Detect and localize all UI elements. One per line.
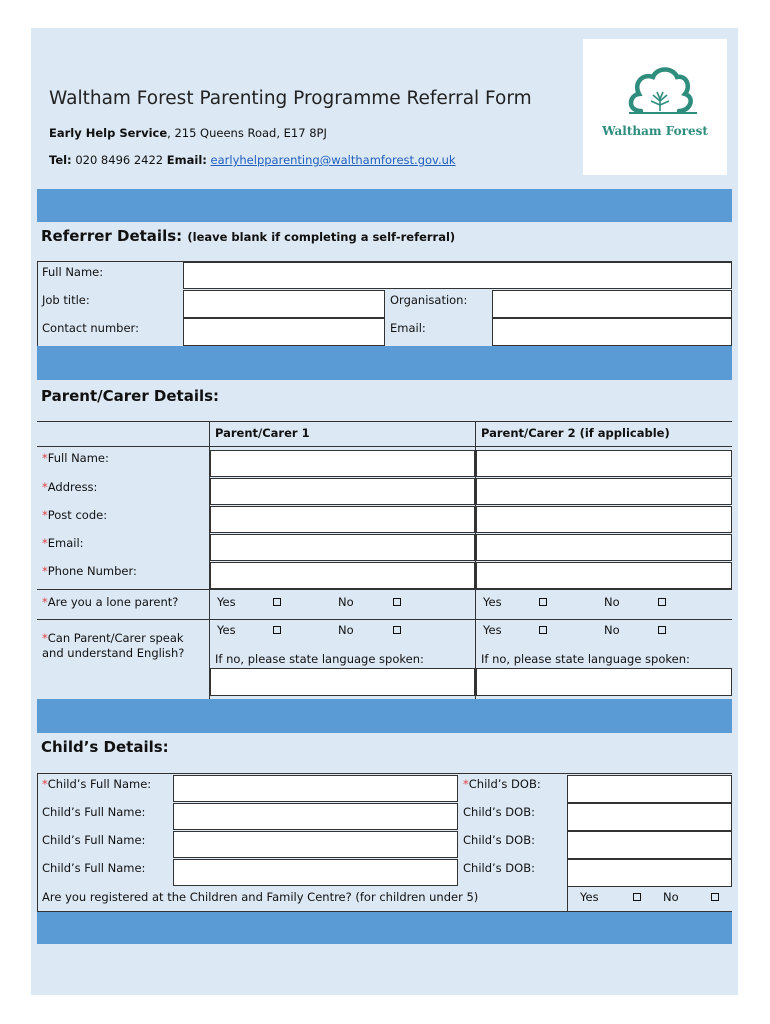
parent1-phone-input[interactable] — [210, 562, 475, 589]
child4-dob-label: Child’s DOB: — [463, 861, 535, 875]
parent1-postcode-input[interactable] — [210, 506, 475, 533]
english-p2-yes-label: Yes — [483, 623, 502, 637]
english-p1-yes-label: Yes — [217, 623, 236, 637]
tel-value: 020 8496 2422 — [71, 153, 167, 167]
parent1-address-input[interactable] — [210, 478, 475, 505]
section-band — [37, 189, 732, 222]
child4-name-label: Child’s Full Name: — [42, 861, 146, 875]
referrer-full-name-label: Full Name: — [42, 265, 104, 279]
parent2-address-input[interactable] — [476, 478, 732, 505]
english-p1-yes-checkbox[interactable] — [273, 626, 281, 634]
form-page — [31, 28, 738, 995]
parent-col2-header: Parent/Carer 2 (if applicable) — [481, 426, 670, 440]
child1-dob-label: *Child’s DOB: — [463, 777, 541, 791]
registered-yes-checkbox[interactable] — [633, 893, 641, 901]
parent1-email-input[interactable] — [210, 534, 475, 561]
email-link[interactable]: earlyhelpparenting@walthamforest.gov.uk — [210, 153, 456, 167]
child1-name-label: *Child’s Full Name: — [42, 777, 152, 791]
child1-dob-input[interactable] — [567, 775, 732, 803]
service-address: , 215 Queens Road, E17 8PJ — [167, 126, 327, 140]
english-p1-no-label: No — [338, 623, 354, 637]
email-label: Email: — [166, 153, 207, 167]
parent1-full-name-input[interactable] — [210, 450, 475, 477]
referrer-email-label: Email: — [390, 321, 426, 335]
section-band — [37, 346, 732, 380]
lone-parent-p1-no-checkbox[interactable] — [393, 598, 401, 606]
child3-dob-label: Child’s DOB: — [463, 833, 535, 847]
registered-question: Are you registered at the Children and Family Centre? (for children under 5) — [42, 890, 479, 904]
section-band — [37, 912, 732, 944]
parent-heading: Parent/Carer Details: — [41, 387, 220, 405]
waltham-forest-logo — [583, 39, 727, 175]
tree-icon — [583, 39, 727, 129]
referrer-organisation-input[interactable] — [492, 290, 732, 318]
english-p2-yes-checkbox[interactable] — [539, 626, 547, 634]
parent2-email-input[interactable] — [476, 534, 732, 561]
child-heading: Child’s Details: — [41, 738, 169, 756]
referrer-heading-text: Referrer Details: — [41, 227, 183, 245]
lone-parent-label: *Are you a lone parent? — [42, 595, 179, 609]
registered-no-checkbox[interactable] — [711, 893, 719, 901]
logo-text: Waltham Forest — [602, 124, 708, 138]
service-name: Early Help Service — [49, 126, 168, 140]
referrer-heading-note: (leave blank if completing a self-referral) — [187, 230, 456, 244]
referrer-contact-label: Contact number: — [42, 321, 139, 335]
referrer-job-title-input[interactable] — [183, 290, 385, 318]
lone-parent-p2-yes-label: Yes — [483, 595, 502, 609]
lone-parent-p2-no-checkbox[interactable] — [658, 598, 666, 606]
child3-name-label: Child’s Full Name: — [42, 833, 146, 847]
english-p1-language-note: If no, please state language spoken: — [215, 652, 424, 666]
parent-postcode-label: *Post code: — [42, 508, 108, 522]
child2-dob-input[interactable] — [567, 803, 732, 831]
parent2-phone-input[interactable] — [476, 562, 732, 589]
section-band — [37, 699, 732, 733]
parent-email-label: *Email: — [42, 536, 84, 550]
child2-dob-label: Child’s DOB: — [463, 805, 535, 819]
referrer-contact-input[interactable] — [183, 318, 385, 346]
service-line — [49, 126, 327, 140]
child4-dob-input[interactable] — [567, 859, 732, 887]
english-p1-no-checkbox[interactable] — [393, 626, 401, 634]
child2-name-label: Child’s Full Name: — [42, 805, 146, 819]
lone-parent-p2-no-label: No — [604, 595, 620, 609]
registered-yes-label: Yes — [580, 890, 599, 904]
parent2-full-name-input[interactable] — [476, 450, 732, 477]
child3-dob-input[interactable] — [567, 831, 732, 859]
child4-name-input[interactable] — [173, 859, 458, 886]
parent-col1-header: Parent/Carer 1 — [215, 426, 310, 440]
form-title: Waltham Forest Parenting Programme Referral Form — [49, 88, 532, 109]
parent1-language-input[interactable] — [210, 668, 475, 696]
child3-name-input[interactable] — [173, 831, 458, 858]
parent2-language-input[interactable] — [476, 668, 732, 696]
child2-name-input[interactable] — [173, 803, 458, 830]
parent-full-name-label: *Full Name: — [42, 451, 109, 465]
english-p2-language-note: If no, please state language spoken: — [481, 652, 690, 666]
referrer-organisation-label: Organisation: — [390, 293, 468, 307]
english-p2-no-checkbox[interactable] — [658, 626, 666, 634]
lone-parent-p2-yes-checkbox[interactable] — [539, 598, 547, 606]
contact-line — [49, 153, 456, 167]
child1-name-input[interactable] — [173, 775, 458, 802]
parent2-postcode-input[interactable] — [476, 506, 732, 533]
lone-parent-p1-yes-checkbox[interactable] — [273, 598, 281, 606]
lone-parent-p1-no-label: No — [338, 595, 354, 609]
parent-phone-label: *Phone Number: — [42, 564, 137, 578]
lone-parent-p1-yes-label: Yes — [217, 595, 236, 609]
registered-no-label: No — [663, 890, 679, 904]
parent-address-label: *Address: — [42, 480, 98, 494]
referrer-email-input[interactable] — [492, 318, 732, 346]
referrer-heading — [41, 227, 455, 245]
referrer-full-name-input[interactable] — [183, 262, 732, 289]
speak-english-label: *Can Parent/Carer speak and understand English? — [42, 631, 185, 660]
tel-label: Tel: — [49, 153, 72, 167]
referrer-job-title-label: Job title: — [42, 293, 90, 307]
english-p2-no-label: No — [604, 623, 620, 637]
